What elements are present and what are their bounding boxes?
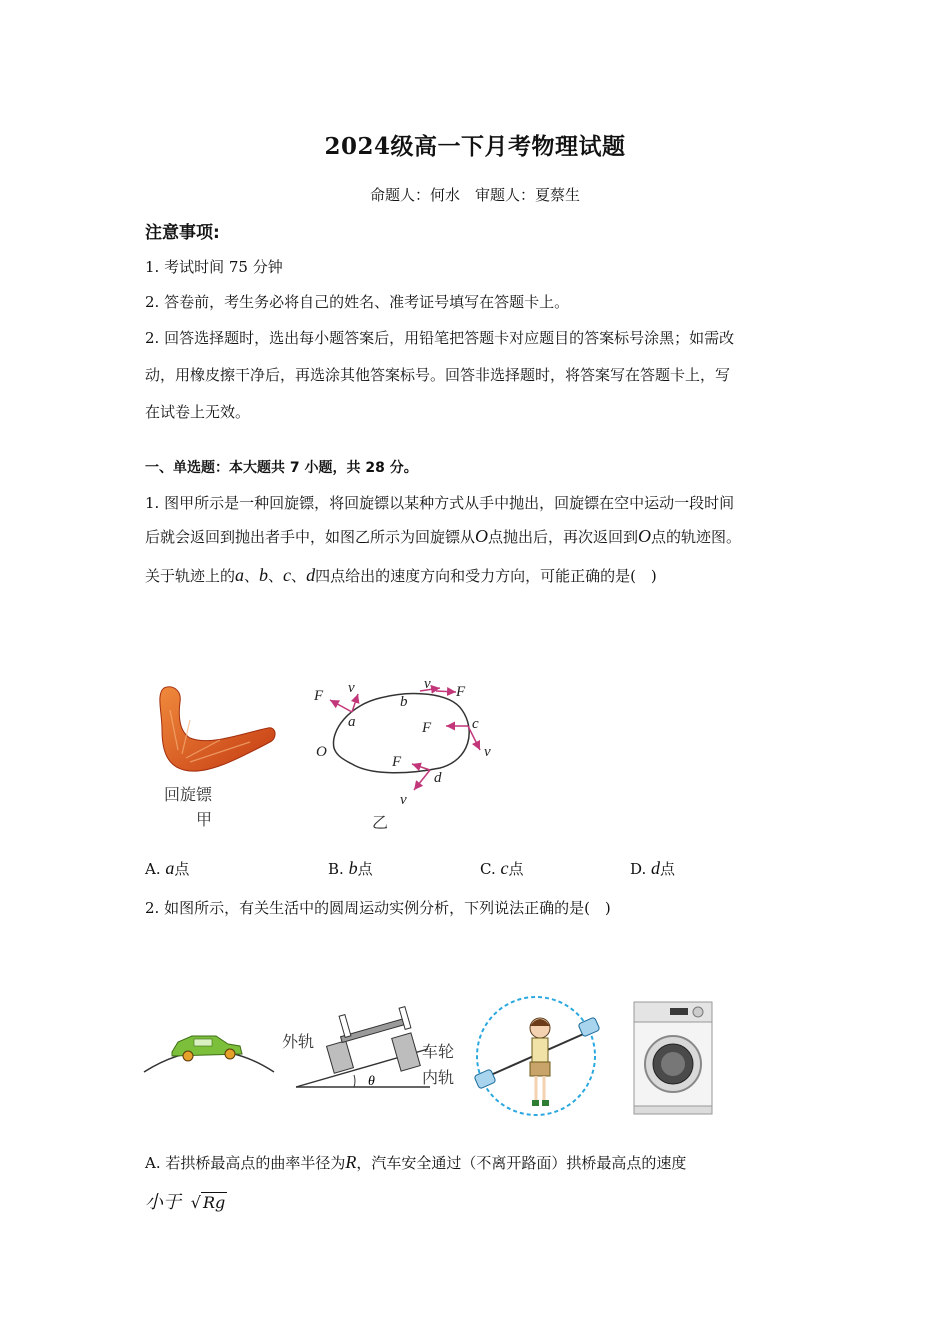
separator: 、: [244, 567, 260, 585]
notice-item: 在试卷上无效。: [145, 403, 251, 421]
q2-text: ，汽车安全通过（不离开路面）拱桥最高点的速度: [356, 1154, 687, 1172]
display: [670, 1008, 688, 1015]
option-letter: D.: [630, 860, 652, 878]
q1-option-a[interactable]: [145, 858, 189, 879]
symbol-O: O: [638, 526, 652, 546]
q1-stem-line1: 1. 图甲所示是一种回旋镖，将回旋镖以某种方式从手中抛出，回旋镖在空中运动一段时间: [145, 494, 735, 512]
circular-swing-figure: [470, 990, 602, 1120]
girl-shoe: [542, 1100, 549, 1106]
q1-text: 点的轨迹图。: [651, 528, 742, 546]
fig-yi-caption: 乙: [372, 813, 389, 832]
notice-item: 动，用橡皮擦干净后，再选涂其他答案标号。回答非选择题时，将答案写在答题卡上，写: [145, 366, 731, 384]
symbol-d: d: [306, 565, 316, 585]
q2-option-a-cont: [145, 1188, 227, 1214]
sqrt-content: Rg: [202, 1193, 226, 1212]
symbol-R: R: [345, 1152, 357, 1172]
girl-hair: [530, 1019, 550, 1026]
page-title: 2024级高一下月考物理试题: [324, 133, 626, 160]
option-symbol: b: [348, 858, 358, 878]
q1-option-b[interactable]: [328, 858, 373, 879]
symbol-b: b: [259, 565, 269, 585]
girl-shoe: [532, 1100, 539, 1106]
q1-stem-line2: [145, 526, 741, 547]
option-suffix: 点: [660, 860, 676, 878]
option-letter: B.: [328, 860, 349, 878]
fig-jia-caption2: 甲: [196, 810, 213, 829]
rail-outer: [327, 1041, 354, 1073]
drum: [661, 1052, 685, 1076]
symbol-c: c: [283, 565, 292, 585]
q1-option-d[interactable]: [630, 858, 675, 879]
notice-item: 2. 回答选择题时，选出每小题答案后，用铅笔把答题卡对应题目的答案标号涂黑；如需改: [145, 329, 735, 347]
option-suffix: 点: [357, 860, 373, 878]
boomerang-shape: [160, 687, 275, 771]
label-inner-rail: 内轨: [422, 1068, 455, 1087]
trajectory-figure: [300, 670, 510, 835]
option-symbol: c: [500, 858, 509, 878]
theta-arc: [354, 1075, 355, 1087]
rail-figure: [282, 1005, 462, 1093]
label-F: F: [392, 754, 402, 770]
q2-stem: 2. 如图所示，有关生活中的圆周运动实例分析，下列说法正确的是( ): [145, 899, 611, 917]
girl-body: [532, 1038, 548, 1064]
q1-text: 四点给出的速度方向和受力方向，可能正确的是( ): [315, 567, 657, 585]
q1-option-c[interactable]: [480, 858, 524, 879]
label-F: F: [422, 720, 432, 736]
q1-text: 关于轨迹上的: [145, 567, 236, 585]
label-outer-rail: 外轨: [282, 1032, 315, 1051]
label-F: F: [314, 688, 324, 704]
q2-option-a[interactable]: [145, 1152, 686, 1173]
wheel-left: [339, 1015, 351, 1038]
option-letter: C.: [480, 860, 501, 878]
machine-base: [634, 1106, 712, 1114]
label-v: v: [484, 744, 491, 760]
sqrt-sign-icon: √: [190, 1193, 201, 1212]
label-c: c: [472, 716, 479, 732]
q1-text: 点抛出后，再次返回到: [488, 528, 639, 546]
option-symbol: a: [165, 858, 175, 878]
car-window: [194, 1039, 212, 1046]
q2-text: 小于: [145, 1192, 181, 1213]
theta-label: θ: [368, 1074, 375, 1089]
symbol-O: O: [475, 526, 489, 546]
label-wheel: 车轮: [422, 1042, 455, 1061]
boomerang-figure: [150, 680, 290, 835]
label-v: v: [400, 792, 407, 808]
fig-jia-caption1: 回旋镖: [164, 785, 213, 804]
label-v: v: [424, 676, 431, 692]
label-a: a: [348, 714, 356, 730]
dial-icon: [693, 1007, 703, 1017]
option-suffix: 点: [174, 860, 190, 878]
arrow-d-F: [412, 764, 430, 770]
q1-text: 后就会返回到抛出者手中，如图乙所示为回旋镖从: [145, 528, 476, 546]
separator: 、: [268, 567, 284, 585]
cup-left: [474, 1069, 496, 1089]
car-wheel: [225, 1049, 235, 1059]
authors-line: 命题人：何水 审题人：夏蔡生: [369, 186, 580, 204]
q1-stem-line3: [145, 565, 657, 586]
symbol-a: a: [235, 565, 245, 585]
label-d: d: [434, 770, 442, 786]
notice-item: 2. 答卷前，考生务必将自己的姓名、准考证号填写在答题卡上。: [145, 293, 570, 311]
arrow-a-F: [330, 700, 352, 712]
label-O: O: [316, 744, 327, 760]
label-F: F: [456, 684, 466, 700]
car-wheel: [183, 1051, 193, 1061]
option-symbol: d: [651, 858, 661, 878]
label-v: v: [348, 680, 355, 696]
option-letter: A.: [145, 860, 166, 878]
section-heading: 一、单选题：本大题共 7 小题，共 28 分。: [145, 460, 418, 476]
label-b: b: [400, 694, 408, 710]
arrow-d-v: [414, 770, 430, 790]
car-bridge-figure: [140, 1020, 280, 1080]
rail-inner: [392, 1033, 421, 1071]
option-suffix: 点: [508, 860, 524, 878]
separator: 、: [291, 567, 307, 585]
notice-item: 1. 考试时间 75 分钟: [145, 258, 283, 276]
washing-machine-figure: [632, 1000, 714, 1118]
q2-text: A. 若拱桥最高点的曲率半径为: [145, 1154, 346, 1172]
girl-skirt: [530, 1062, 550, 1076]
arrow-b-F: [436, 691, 456, 692]
notice-heading: 注意事项:: [145, 223, 220, 243]
